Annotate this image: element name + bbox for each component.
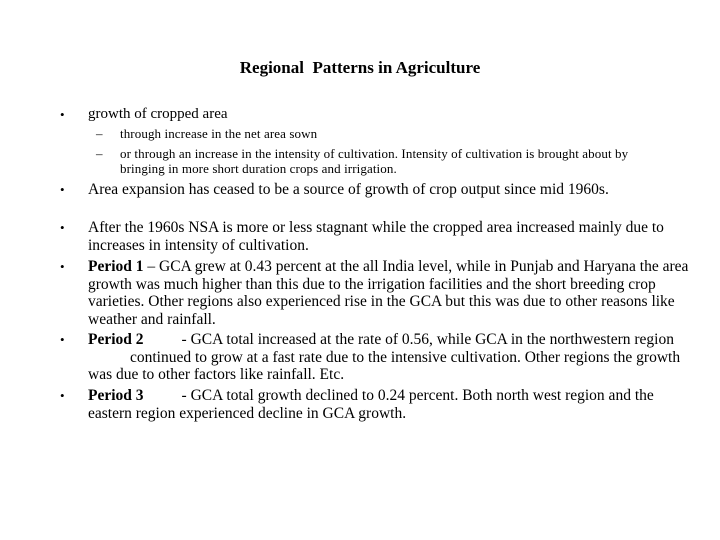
period-text: - GCA total increased at the rate of 0.56, while GCA in the northwestern region — [181, 331, 674, 348]
bullet-glyph: • — [60, 220, 65, 235]
bullet-glyph: • — [60, 107, 65, 122]
bullet-text: growth of cropped area — [88, 106, 228, 122]
bullet-glyph: • — [60, 332, 65, 347]
sub-item-text: through increase in the net area sown — [120, 126, 318, 141]
bullet-glyph: • — [60, 388, 65, 403]
period-text: - GCA total growth declined to 0.24 percent. Both north west region and the eastern region experienced decline in GCA growth. — [88, 387, 654, 422]
dash-glyph: – — [96, 126, 103, 141]
bullet-text — [88, 258, 698, 328]
bullet-text — [88, 387, 698, 422]
bullet-glyph: • — [60, 259, 65, 274]
dash-glyph: – — [96, 146, 103, 161]
period-label: Period 1 — [88, 258, 144, 275]
bullet-text: After the 1960s NSA is more or less stagnant while the cropped area increased mainly due to increases in intensity of cultivation. — [88, 219, 664, 254]
bullet-text: Area expansion has ceased to be a source of growth of crop output since mid 1960s. — [88, 181, 609, 198]
bullet-glyph: • — [60, 182, 65, 197]
period-label: Period 3 — [88, 387, 144, 404]
sub-item-text: or through an increase in the intensity of cultivation. Intensity of cultivation is brought about by bringing in more short duration crops and irrigation. — [120, 146, 629, 176]
period-text: – GCA grew at 0.43 percent at the all India level, while in Punjab and Haryana the area growth was much higher than this due to the irrigation facilities and the short breeding crop varieties. Other regions also experienced rise in the GCA but this was due to other reasons like weather and rainfall. — [88, 258, 689, 328]
bullet-text — [88, 331, 698, 384]
period-text: continued to grow at a fast rate due to the intensive cultivation. Other regions the growth was due to other factors like rainfall. Etc. — [88, 348, 681, 383]
slide-title: Regional Patterns in Agriculture — [239, 58, 481, 77]
period-label: Period 2 — [88, 331, 144, 348]
